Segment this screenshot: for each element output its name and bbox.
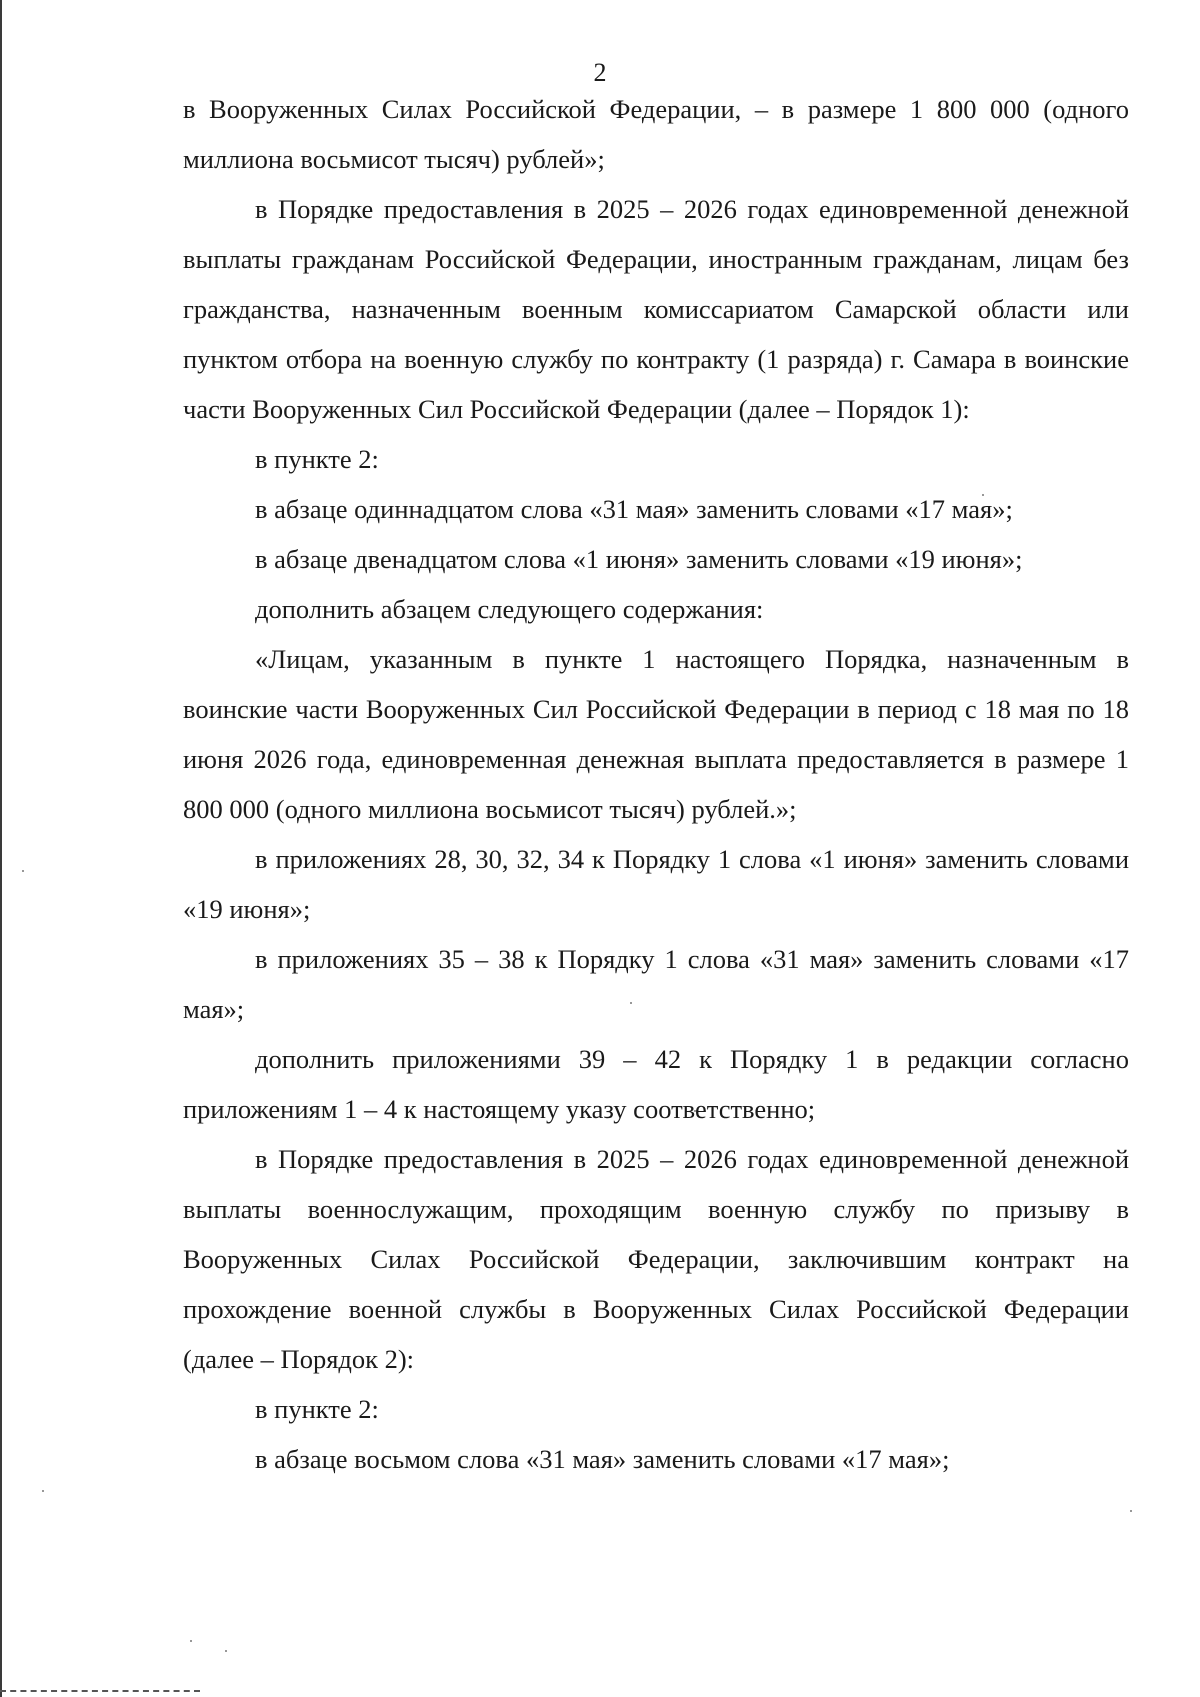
page-number: 2	[593, 58, 607, 87]
paragraph-quoted-text: «Лицам, указанным в пункте 1 настоящего Порядка, назначенным в воинские части Вооруженных Сил Российской Федерации в период с 18 мая по 18 июня 2026 года, единовременная денежная выплата предоставляется в размере 1 800 000 (одного миллиона восьмисот тысяч) рублей.»;	[183, 644, 1129, 824]
paragraph-abzac-12: в абзаце двенадцатом слова «1 июня» заменить словами «19 июня»;	[255, 544, 1023, 574]
paragraph-add-abzac: дополнить абзацем следующего содержания:	[255, 594, 764, 624]
document-body	[183, 84, 1129, 1484]
paragraph-appendices-28-34: в приложениях 28, 30, 32, 34 к Порядку 1 слова «1 июня» заменить словами «19 июня»;	[183, 844, 1129, 924]
scan-speck	[42, 1490, 44, 1492]
scan-bottom-edge	[0, 1690, 200, 1692]
scan-speck	[22, 870, 24, 872]
paragraph-point-2-order-2: в пункте 2:	[255, 1394, 379, 1424]
scan-speck	[1130, 1510, 1132, 1512]
scan-left-edge	[0, 0, 2, 1697]
paragraph-appendices-39-42: дополнить приложениями 39 – 42 к Порядку 1 в редакции согласно приложениям 1 – 4 к настоящему указу соответственно;	[183, 1044, 1129, 1124]
scan-speck	[190, 1640, 192, 1642]
paragraph-order-1-intro: в Порядке предоставления в 2025 – 2026 годах единовременной денежной выплаты гражданам Российской Федерации, иностранным гражданам, лицам без гражданства, назначенным военным комиссариатом Самарской области или пунктом отбора на военную службу по контракту (1 разряда) г. Самара в воинские части Вооруженных Сил Российской Федерации (далее – Порядок 1):	[183, 194, 1129, 424]
paragraph-order-2-intro: в Порядке предоставления в 2025 – 2026 годах единовременной денежной выплаты военнослужащим, проходящим военную службу по призыву в Вооруженных Силах Российской Федерации, заключившим контракт на прохождение военной службы в Вооруженных Силах Российской Федерации (далее – Порядок 2):	[183, 1144, 1129, 1374]
paragraph-point-2: в пункте 2:	[255, 444, 379, 474]
paragraph-abzac-11: в абзаце одиннадцатом слова «31 мая» заменить словами «17 мая»;	[255, 494, 1013, 524]
paragraph-abzac-8: в абзаце восьмом слова «31 мая» заменить словами «17 мая»;	[255, 1444, 950, 1474]
paragraph-appendices-35-38: в приложениях 35 – 38 к Порядку 1 слова «31 мая» заменить словами «17 мая»;	[183, 944, 1129, 1024]
paragraph-continuation: в Вооруженных Силах Российской Федерации, – в размере 1 800 000 (одного миллиона восьмисот тысяч) рублей»;	[183, 94, 1129, 174]
scan-speck	[225, 1650, 227, 1652]
